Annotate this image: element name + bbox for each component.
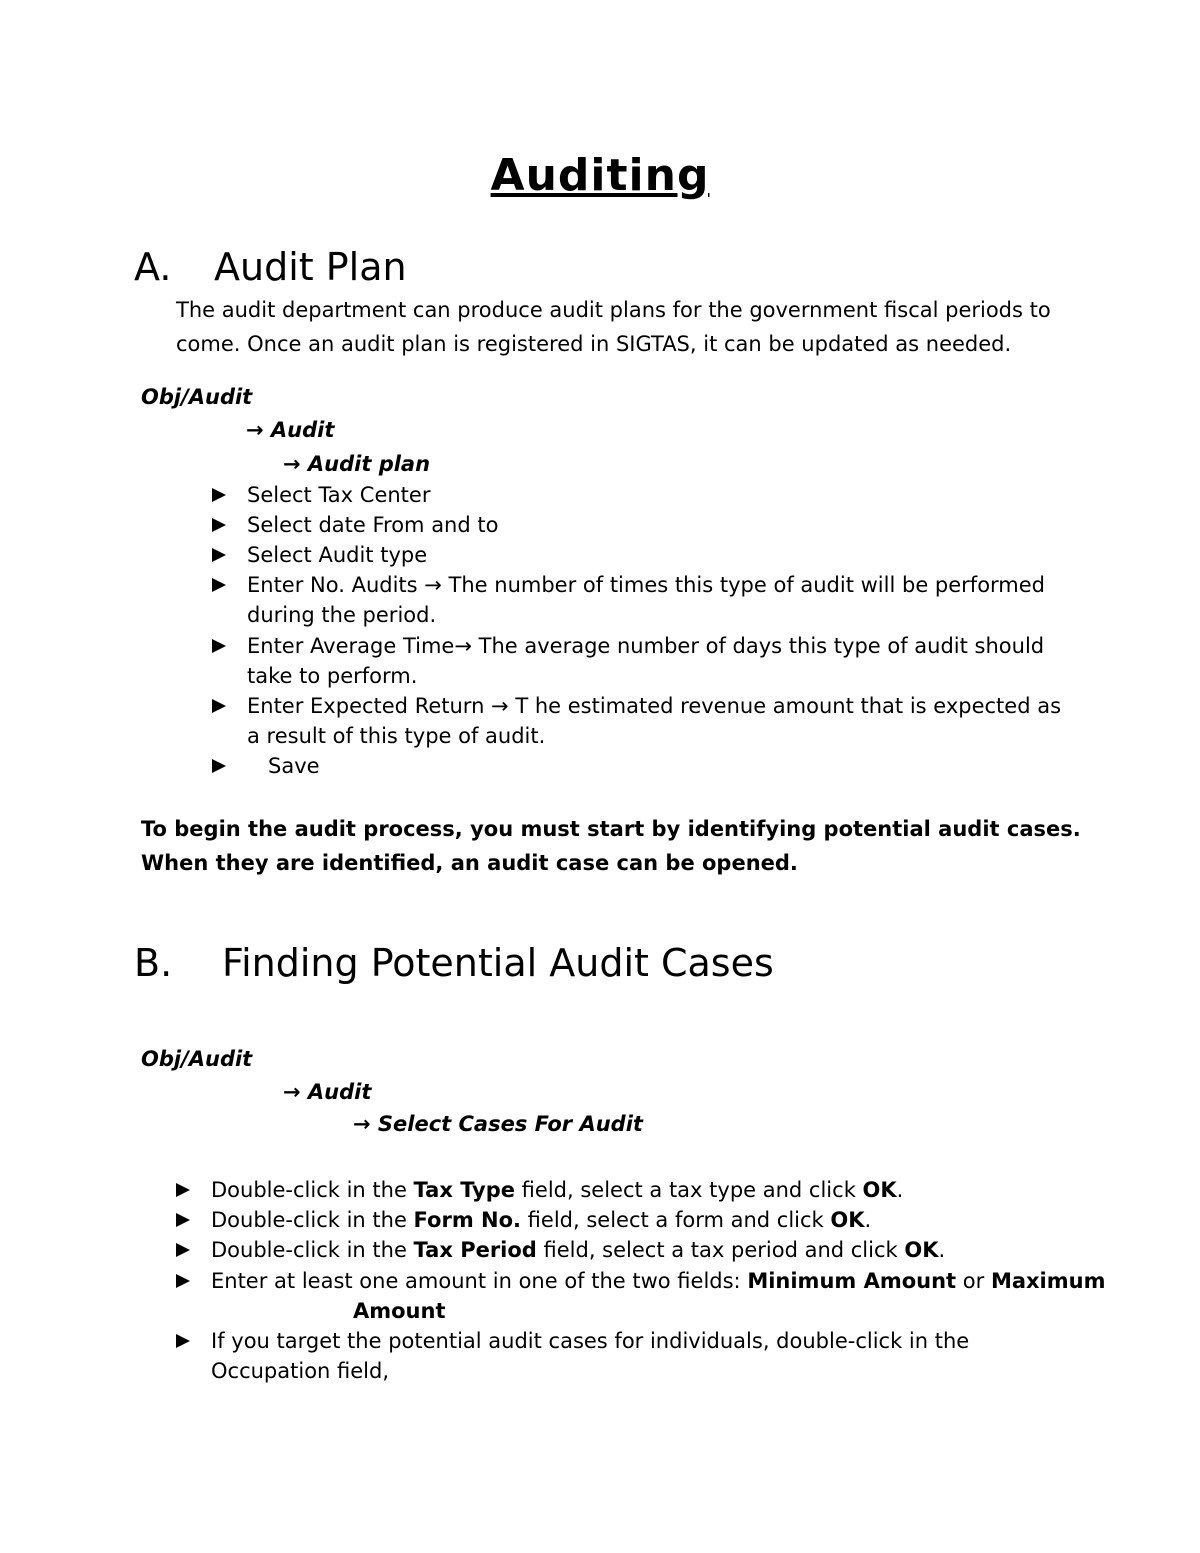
nav-path-root: Obj/Audit <box>141 385 253 409</box>
bullet-arrow-icon <box>212 518 226 532</box>
section-a-letter: A. <box>134 245 172 289</box>
nav-path-level-1: → Audit <box>283 1080 372 1104</box>
list-item: Select Tax Center <box>247 483 431 507</box>
list-item: Double-click in the Tax Type field, select a tax type and click OK. <box>211 1178 904 1202</box>
list-item-continued: a result of this type of audit. <box>247 724 546 748</box>
list-item: Double-click in the Tax Period field, select a tax period and click OK. <box>211 1238 946 1262</box>
list-item: Double-click in the Form No. field, select a form and click OK. <box>211 1208 872 1232</box>
section-a-para-1: The audit department can produce audit plans for the government fiscal periods to <box>176 298 1051 322</box>
list-item: Save <box>268 754 320 778</box>
section-a-heading: Audit Plan <box>214 245 407 289</box>
list-item-continued: Occupation field, <box>211 1359 390 1383</box>
nav-path-level-2: → Select Cases For Audit <box>353 1112 643 1136</box>
bullet-arrow-icon <box>212 639 226 653</box>
section-a-para-2: come. Once an audit plan is registered in SIGTAS, it can be updated as needed. <box>176 332 1012 356</box>
note-line-1: To begin the audit process, you must start by identifying potential audit cases. <box>141 817 1081 841</box>
nav-path-level-2: → Audit plan <box>283 452 431 476</box>
note-line-2: When they are identified, an audit case can be opened. <box>141 851 798 875</box>
bullet-arrow-icon <box>176 1334 190 1348</box>
list-item-continued: during the period. <box>247 603 437 627</box>
list-item: Enter No. Audits → The number of times this type of audit will be performed <box>247 573 1046 597</box>
bullet-arrow-icon <box>176 1213 190 1227</box>
bullet-arrow-icon <box>176 1274 190 1288</box>
nav-path-root: Obj/Audit <box>141 1047 253 1071</box>
list-item: Select date From and to <box>247 513 499 537</box>
list-item: Select Audit type <box>247 543 428 567</box>
list-item: If you target the potential audit cases for individuals, double-click in the <box>211 1329 970 1353</box>
section-b-letter: B. <box>134 941 173 985</box>
bullet-arrow-icon <box>212 578 226 592</box>
list-item: Enter Average Time→ The average number of days this type of audit should <box>247 634 1045 658</box>
nav-path-level-1: → Audit <box>246 418 335 442</box>
bullet-arrow-icon <box>212 759 226 773</box>
list-item: Enter at least one amount in one of the two fields: Minimum Amount or Maximum <box>211 1269 1106 1293</box>
bullet-arrow-icon <box>176 1243 190 1257</box>
list-item-continued: Amount <box>353 1299 446 1323</box>
list-item: Enter Expected Return → T he estimated revenue amount that is expected as <box>247 694 1062 718</box>
bullet-arrow-icon <box>212 548 226 562</box>
list-item-continued: take to perform. <box>247 664 418 688</box>
bullet-arrow-icon <box>212 488 226 502</box>
bullet-arrow-icon <box>212 699 226 713</box>
page-title: Auditing <box>490 150 710 201</box>
section-b-heading: Finding Potential Audit Cases <box>222 941 774 985</box>
bullet-arrow-icon <box>176 1183 190 1197</box>
